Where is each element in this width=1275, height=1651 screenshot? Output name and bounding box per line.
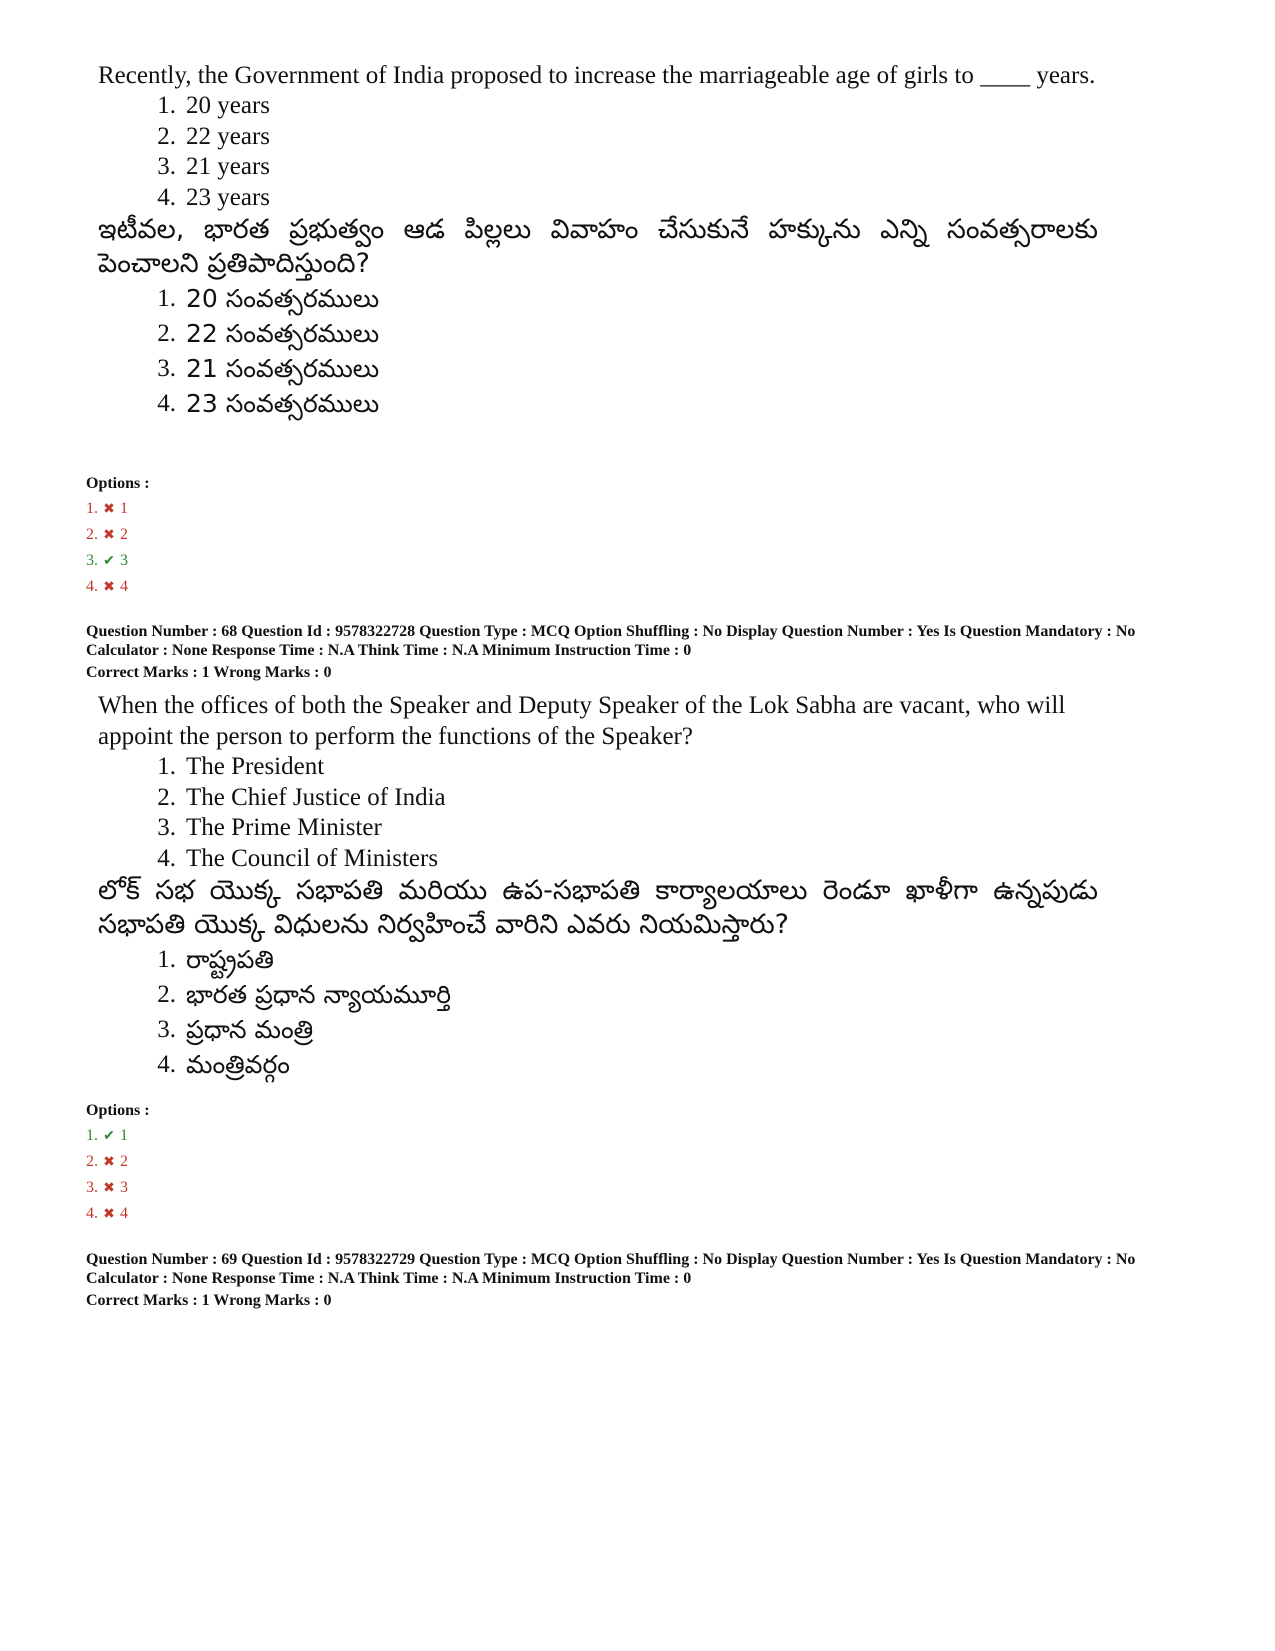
option-item: 4. The Council of Ministers: [157, 844, 439, 872]
option-item: 4. 23 సంవత్సరములు: [157, 389, 380, 418]
question-68: [98, 690, 1098, 1082]
answer-option: 4. ✖ 4: [86, 574, 150, 600]
question-text-te: ఇటీవల, భారత ప్రభుత్వం ఆడ పిల్లలు వివాహం చేసుకునే హక్కును ఎన్ని సంవత్సరాలకు పెంచాలని ప్రతిపాదిస్తుంది?: [98, 214, 1098, 279]
cross-icon: ✖: [103, 1155, 115, 1170]
answer-options-67: [86, 471, 150, 600]
question-text-en: When the offices of both the Speaker and Deputy Speaker of the Lok Sabha are vacant, who will appoint the person to perform the functions of the Speaker?: [98, 692, 1066, 750]
cross-icon: ✖: [103, 1207, 115, 1222]
answer-option: 4. ✖ 4: [86, 1201, 150, 1227]
answer-option: 3. ✔ 3: [86, 548, 150, 574]
answer-option: 1. ✖ 1: [86, 496, 150, 522]
option-item: 4. 23 years: [157, 183, 270, 211]
option-item: 3. 21 సంవత్సరములు: [157, 354, 380, 383]
option-list-te: [98, 942, 1098, 1082]
answer-option: 3. ✖ 3: [86, 1175, 150, 1201]
option-list-en: [98, 91, 1098, 213]
options-label: Options :: [86, 475, 150, 492]
cross-icon: ✖: [103, 580, 115, 595]
option-item: 3. The Prime Minister: [157, 814, 382, 841]
check-icon: ✔: [103, 554, 115, 569]
cross-icon: ✖: [103, 1181, 115, 1196]
options-label: Options :: [86, 1102, 150, 1119]
answer-option: 1. ✔ 1: [86, 1123, 150, 1149]
option-item: 1. The President: [157, 753, 325, 780]
question-67: [98, 60, 1098, 421]
option-item: 2. The Chief Justice of India: [157, 783, 446, 811]
cross-icon: ✖: [103, 502, 115, 517]
option-item: 1. రాష్ట్రపతి: [157, 945, 274, 974]
check-icon: ✔: [103, 1129, 115, 1144]
option-item: 2. భారత ప్రధాన న్యాయమూర్తి: [157, 980, 452, 1009]
option-list-te: [98, 281, 1098, 421]
cross-icon: ✖: [103, 528, 115, 543]
answer-options-68: [86, 1098, 150, 1227]
option-item: 2. 22 years: [157, 122, 270, 150]
option-item: 1. 20 years: [157, 92, 270, 119]
question-meta-68: Question Number : 68 Question Id : 9578322728 Question Type : MCQ Option Shuffling : No Display Question Number : Yes Is Question Mandatory : No Calculator : None Response Time : N.A Think Time : N.A Minimum Instruction Time : 0 Correct Marks : 1 Wrong Marks : 0: [86, 623, 1136, 681]
answer-option: 2. ✖ 2: [86, 1149, 150, 1175]
answer-option: 2. ✖ 2: [86, 522, 150, 548]
option-list-en: [98, 752, 1098, 874]
option-item: 2. 22 సంవత్సరములు: [157, 319, 380, 348]
question-text-te: లోక్ సభ యొక్క సభాపతి మరియు ఉప-సభాపతి కార్యాలయాలు రెండూ ఖాళీగా ఉన్నపుడు సభాపతి యొక్క విధులను నిర్వహించే వారిని ఎవరు నియమిస్తారు?: [98, 875, 1098, 940]
option-item: 3. 21 years: [157, 153, 270, 180]
question-text-en: Recently, the Government of India proposed to increase the marriageable age of girls to ____ years.: [98, 62, 1096, 89]
option-item: 3. ప్రధాన మంత్రి: [157, 1015, 314, 1044]
option-item: 1. 20 సంవత్సరములు: [157, 284, 380, 313]
option-item: 4. మంత్రివర్గం: [157, 1050, 290, 1079]
question-meta-69: Question Number : 69 Question Id : 9578322729 Question Type : MCQ Option Shuffling : No Display Question Number : Yes Is Question Mandatory : No Calculator : None Response Time : N.A Think Time : N.A Minimum Instruction Time : 0 Correct Marks : 1 Wrong Marks : 0: [86, 1251, 1136, 1309]
